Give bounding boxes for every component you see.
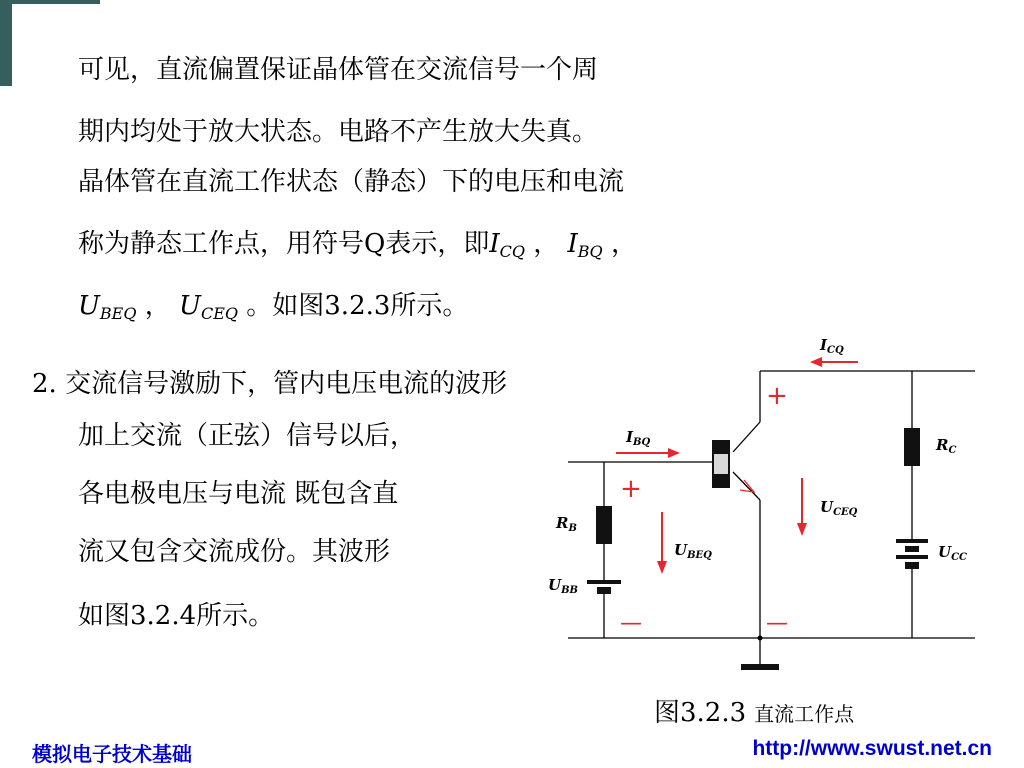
figure-caption [654, 692, 854, 729]
minus-sign-emitter: — [766, 611, 788, 636]
label-icq: $I_{CQ}$ [820, 336, 844, 356]
label-ubeq: $U_{BEQ}$ [674, 541, 712, 561]
para1-line2: 期内均处于放大状态。电路不产生放大失真。 [78, 117, 599, 147]
para1-line5-tail: 。如图3.2.3所示。 [246, 291, 469, 321]
label-rc: $R_C$ [936, 436, 957, 456]
para2-line4: 如图3.2.4所示。 [78, 601, 275, 631]
para2-line1: 加上交流（正弦）信号以后， [78, 421, 417, 451]
footer-course-title: 模拟电子技术基础 [32, 742, 192, 766]
label-uceq: $U_{CEQ}$ [820, 498, 858, 518]
current-arrows [616, 357, 858, 574]
ground-symbol [741, 664, 779, 670]
plus-sign-collector: + [766, 381, 788, 411]
para1-line4 [78, 228, 637, 268]
footer-url-link[interactable]: http://www.swust.net.cn [752, 737, 992, 760]
circuit-diagram [540, 320, 1000, 700]
minus-sign-base: — [620, 611, 642, 636]
section-heading: 2. 交流信号激励下，管内电压电流的波形 [32, 369, 508, 399]
ground-node [758, 636, 763, 641]
plus-sign-base: + [620, 474, 642, 504]
separator: ， [533, 229, 560, 259]
para1-line1: 可见，直流偏置保证晶体管在交流信号一个周 [78, 55, 599, 85]
transistor [712, 440, 730, 488]
battery-ubb [587, 580, 621, 594]
i-cq-symbol: $I_{CQ}$ [489, 229, 525, 261]
u-ceq-symbol: $U_{CEQ}$ [179, 291, 238, 323]
label-ibq: $I_{BQ}$ [626, 428, 651, 448]
label-rb: $R_B$ [556, 514, 577, 534]
separator: ， [144, 291, 171, 321]
resistor-rc [904, 428, 920, 466]
para2-line3: 流又包含交流成份。其波形 [78, 537, 391, 567]
label-ubb: $U_{BB}$ [548, 576, 578, 596]
figure-caption-number: 图3.2.3 [654, 698, 747, 728]
label-ucc: $U_{CC}$ [938, 543, 968, 563]
figure-caption-title: 直流工作点 [754, 702, 855, 726]
resistor-rb [596, 506, 612, 544]
para1-line3: 晶体管在直流工作状态（静态）下的电压和电流 [78, 167, 625, 197]
separator: ， [610, 229, 637, 259]
para2-line2: 各电极电压与电流 既包含直 [78, 479, 399, 509]
para1-line4-text: 称为静态工作点，用符号Q表示，即 [78, 229, 490, 259]
i-bq-symbol: $I_{BQ}$ [567, 229, 603, 261]
para1-line5 [78, 290, 468, 330]
battery-ucc [896, 539, 928, 569]
u-beq-symbol: $U_{BEQ}$ [78, 291, 137, 323]
